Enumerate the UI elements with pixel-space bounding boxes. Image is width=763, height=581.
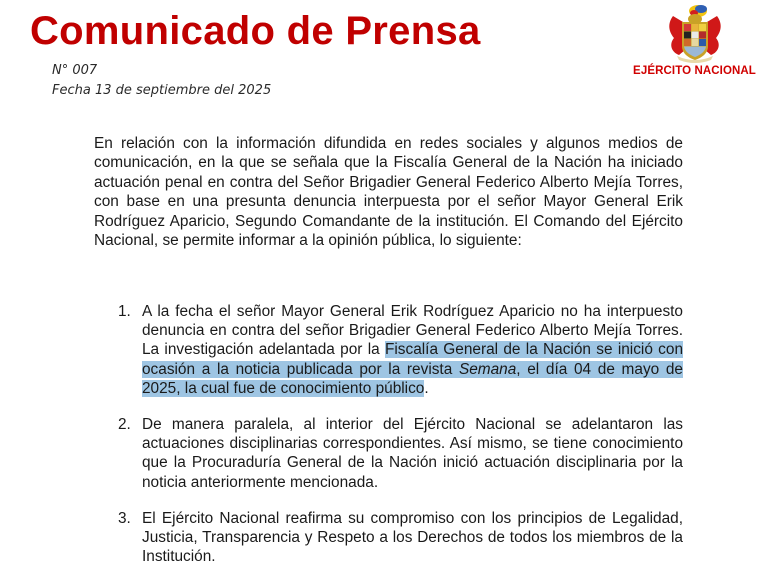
list-item: [94, 509, 683, 567]
magazine-name: Semana: [458, 360, 517, 378]
communique-number: N° 007: [52, 63, 98, 78]
list-item: [94, 302, 683, 398]
coat-of-arms-icon: [665, 2, 725, 64]
highlighted-text-part: , el día 04 de mayo de 2025, la cual fue de conocimiento público: [142, 360, 683, 397]
organization-name: EJÉRCITO NACIONAL: [633, 65, 756, 77]
list-item-number: 1.: [118, 303, 131, 320]
document-title: Comunicado de Prensa: [30, 9, 481, 53]
list-item-text: De manera paralela, al interior del Ejército Nacional se adelantaron las actuaciones disciplinarias correspondientes. Así mismo, se tiene conocimiento que la Procuraduría General de la Nación inició actuación disciplinaria por la noticia anteriormente mencionada.: [142, 416, 683, 491]
list-item-number: 3.: [118, 509, 131, 527]
list-item: [94, 415, 683, 492]
list-item-text: El Ejército Nacional reafirma su compromiso con los principios de Legalidad, Justicia, Transparencia y Respeto a los Derechos de todos los miembros de la Institución.: [142, 509, 683, 566]
communique-date: Fecha 13 de septiembre del 2025: [52, 83, 272, 98]
organization-logo: [626, 2, 763, 77]
list-item-text-end: .: [424, 379, 429, 397]
document-meta: [52, 61, 271, 101]
statement-list: [94, 302, 683, 566]
highlighted-text-part: Fiscalía General de la Nación se inició con ocasión a la noticia publicada por la revista: [142, 341, 683, 378]
list-item-text: A la fecha el señor Mayor General Erik Rodríguez Aparicio no ha interpuesto denuncia en contra del señor Brigadier General Federico Alberto Mejía Torres. La investigación adelantada por la: [142, 303, 683, 359]
list-item-number: 2.: [118, 416, 131, 434]
intro-paragraph: En relación con la información difundida en redes sociales y algunos medios de comunicación, en la que se señala que la Fiscalía General de la Nación ha iniciado actuación penal en contra del Señor Brigadier General Federico Alberto Mejía Torres, con base en una presunta denuncia interpuesta por el señor Mayor General Erik Rodríguez Aparicio, Segundo Comandante de la institución. El Comando del Ejército Nacional, se permite informar a la opinión pública, lo siguiente:: [94, 135, 683, 250]
